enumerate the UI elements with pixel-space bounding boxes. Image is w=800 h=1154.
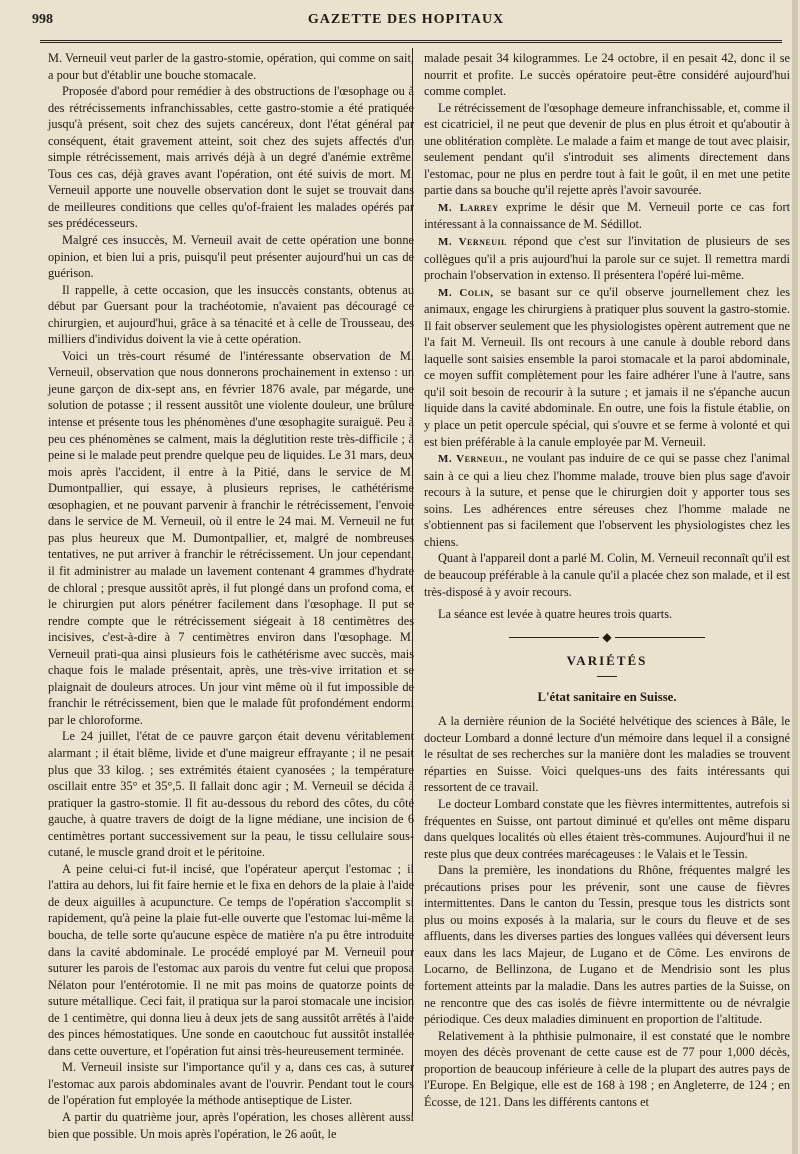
paragraph: Voici un très-court résumé de l'intéressante observation de M. Verneuil, observation que nous donnerons prochainement in extenso : un jeune garçon de dix-sept ans, en février 1876 avale, par mégarde, une solution de potasse ; il ressent aussitôt une violente douleur, une brûlure intense et présente tous les phénomènes d'une œsophagite suraiguë. Peu à peu ces phénomènes se calment, mais la déglutition reste très-difficile ; à peine si le malade peut prendre quelque peu de liquides. Le 31 mars, deux mois après l'accident, il entre à la Pitié, dans le service de M. Dumontpallier, qui essaye, à plusieurs reprises, le cathétérisme œsophagien, et ne pouvant parvenir à franchir le rétrécissement, l'envoie dans le service de M. Verneuil, où il entre le 24 mai. M. Verneuil ne fut pas plus heureux que M. Dumontpallier, et, malgré de nombreuses tentatives, ne put arriver à franchir le rétrécissement. Un jour cependant, il fit administrer au malade un lavement contenant 4 grammes d'hydrate de chloral ; presque aussitôt après, il fut plongé dans un profond coma, et le chirurgien put alors pénétrer facilement dans l'œsophage. Il put se rendre compte que le rétrécissement siégeait à 18 centimètres des incisives, c'est-à-dire à 7 centimètres environ dans l'œsophage. M. Verneuil prati-qua ainsi plusieurs fois le cathétérisme avec succès, mais chaque fois le malade présentait, après, une très-vive irritation et se plaignait de douleurs atroces. Un jour vint même où il fut impossible de franchir le rétrécissement, bien que le malade fût profondément endormi par le chloroforme. (48, 348, 414, 727)
paragraph: Le docteur Lombard constate que les fièvres intermittentes, autrefois si fréquentes en Suisse, ont partout diminué et qu'elles ont même disparu dans quelques localités où elles étaient très-communes. Aujourd'hui il ne reste plus que deux contrées marécageuses : le Valais et le Tessin. (424, 796, 790, 861)
paragraph: Malgré ces insuccès, M. Verneuil avait de cette opération une bonne opinion, et bien lui a pris, puisqu'il peut présenter aujourd'hui un cas de guérison. (48, 233, 414, 281)
header-rule (40, 40, 782, 43)
speaker-name: M. Verneuil, (438, 453, 508, 466)
page-edge-shadow (792, 0, 798, 1154)
article-title: L'état sanitaire en Suisse. (537, 689, 677, 704)
paragraph: Dans la première, les inondations du Rhône, fréquentes malgré les précautions prises pour les prévenir, sont une cause de fièvres intermittentes. Dans le canton du Tessin, presque tous les districts sont plus ou moins exposés à la malaria, sur le cours du fleuve et de ses affluents, dans les diverses parties des longues vallées qui déversent leurs eaux dans les lacs Majeur, de Lugano et de Côme. Les environs de Locarno, de Bellinzona, de Lugano et de Mendrisio sont les plus fortement atteints par la maladie. Dans les autres parties de la Suisse, on ne rencontre que des cas isolés de fièvre intermittente ou de névralgie périodique. Ces deux maladies diminuent en proportion de l'altitude. (424, 863, 790, 1027)
speaker-name: M. Verneuil (438, 236, 507, 249)
page-number: 998 (32, 12, 53, 27)
adjournment-line: La séance est levée à quatre heures trois quarts. (438, 607, 673, 622)
speaker-name: M. Colin, (438, 286, 494, 299)
speaker-name: M. Larrey (438, 201, 499, 214)
speech-text: ne voulant pas induire de ce qui se passe chez l'animal sain à ce qui a lieu chez l'homme malade, trouve bien plus sage d'avoir recours à la suture, et pense que le chirurgien doit y apporter tous ses soins. Les adhérences entre séreuses chez l'homme malade ne s'obtiennent pas si facilement que l'observent les physiologistes chez les chiens. (424, 451, 790, 549)
paragraph: A la dernière réunion de la Société helvétique des sciences à Bâle, le docteur Lombard a donné lecture d'un mémoire dans lequel il a consigné le résultat de ses recherches sur la manière dont les maladies se trouvent réparties en Suisse. Voici quelques-uns des faits intéressants qui ressortent de ce travail. (424, 714, 790, 795)
paragraph: A peine celui-ci fut-il incisé, que l'opérateur aperçut l'estomac ; il l'attira au dehors, lui fit faire hernie et le fixa en dehors de la plaie à l'aide de deux aiguilles à acupuncture. Ce temps de l'opération s'accomplit si rapidement, qu'à peine la plaie fut-elle ouverte que l'estomac lui-même la boucha, de telle sorte qu'aucune espèce de matière n'a pu être introduite dans la cavité abdominale. Le procédé employé par M. Verneuil pour suturer les parois de l'estomac aux parois du ventre fut celui que proposa Nélaton pour l'entérotomie. Il ne mit pas moins de quatorze points de suture métallique. Ceci fait, il pratiqua sur la paroi stomacale une incision de 1 centimètre, qui donna lieu à deux jets de sang aussitôt arrêtés à l'aide des pinces hémostatiques. Une sonde en caoutchouc fut aussitôt installée dans cette ouverture, et l'opération fut ainsi très-heureusement terminée. (48, 861, 414, 1058)
paragraph: A partir du quatrième jour, après l'opération, les choses allèrent aussi bien que possible. Un mois après l'opération, le 26 août, le (48, 1110, 414, 1141)
paragraph: Quant à l'appareil dont a parlé M. Colin, M. Verneuil reconnaît qu'il est de beaucoup préférable à la canule qu'il a placée chez son malade, et il est très-disposé à y avoir recours. (424, 551, 790, 599)
section-heading: VARIÉTÉS (566, 653, 648, 669)
paragraph: Relativement à la phthisie pulmonaire, il est constaté que le nombre moyen des décès provenant de cette cause est de 77 pour 1,000 décès, proportion de beaucoup inférieure à celle de la plupart des autres pays de l'Europe. En Belgique, elle est de 168 à 198 ; en Angleterre, de 124 ; en Écosse, de 121. Dans les différents cantons et (424, 1028, 790, 1109)
page-header (26, 10, 786, 36)
left-column (48, 50, 414, 1142)
speech-text: exprime le désir que M. Verneuil porte ce cas fort intéressant à la connaissance de M. Sédillot. (424, 199, 791, 232)
speech-text: répond que c'est sur l'invitation de plusieurs de ses collègues qu'il a pris aujourd'hui la parole sur ce sujet. Il remettra mardi prochain l'observation in extenso. Il présentera l'opéré lui-même. (424, 234, 790, 283)
journal-title: GAZETTE DES HOPITAUX (307, 12, 505, 27)
section-separator: ◆ (424, 629, 790, 646)
speech-verneuil-reply (424, 450, 790, 550)
speech-text: se basant sur ce qu'il observe journellement chez les animaux, engage les chirurgiens à pratiquer plus souvent la gastro-stomie. Il fait observer seulement que les physiologistes opèrent autrement que ne l'a fait M. Verneuil. Ils ont recours à une canule à double rebord dans laquelle sont saisies ensemble la paroi stomacale et la paroi abdominale, ce moyen suffit complètement pour les faire adhérer l'une à l'autre, sans qu'il soit besoin de recourir à la suture ; et jamais il ne s'épanche aucun liquide dans la cavité abdominale. En outre, une fois la fistule établie, on y place un petit opercule spécial, qui s'ouvre et se ferme à volonté et qui est bien préférable à la canule employée par M. Verneuil. (424, 284, 790, 449)
speech-colin (424, 284, 790, 450)
paragraph: malade pesait 34 kilogrammes. Le 24 octobre, il en pesait 42, donc il se nourrit et profite. Le succès opératoire peut-être considéré aujourd'hui comme complet. (424, 51, 790, 99)
paragraph: M. Verneuil veut parler de la gastro-stomie, opération, qui comme on sait, a pour but d'établir une bouche stomacale. (48, 51, 414, 82)
paragraph: Proposée d'abord pour remédier à des obstructions de l'œsophage ou à des rétrécissements infranchissables, cette gastro-stomie a été pratiquée jusqu'à présent, soit chez des sujets cancéreux, dont l'état général par conséquent, était gravement atteint, soit chez des sujets affectés d'un simple rétrécissement, mais arrivés déjà à un degré d'anémie extrême. Tous ces cas, déjà graves avant l'opération, ont été suivis de mort. M. Verneuil apporte une nouvelle observation dont le sujet se trouvait dans de meilleures conditions que celles qu'of-fraient les malades opérés par ses prédécesseurs. (48, 84, 414, 231)
short-rule (597, 676, 617, 677)
paragraph: Le 24 juillet, l'état de ce pauvre garçon était devenu véritablement alarmant ; il était blême, livide et d'une maigreur effrayante ; il ne pesait plus que 33 kilog. ; ses extrémités étaient cyanosées ; la température oscillait entre 35° et 35°,5. Il fallait donc agir ; M. Verneuil se décida à pratiquer la gastro-stomie. Il fit au-dessous du rebord des côtes, du côté gauche, à quatre travers de doigt de la ligne médiane, une incision de 6 centimètres portant successivement sur la peau, le tissu cellulaire sous-cutané, le muscle grand droit et le péritoine. (48, 729, 414, 860)
paragraph: M. Verneuil insiste sur l'importance qu'il y a, dans ces cas, à suturer l'estomac aux parois abdominales avant de l'ouvrir. Pendant tout le cours de l'opération fut employée la méthode antiseptique de Lister. (48, 1060, 414, 1108)
speech-verneuil (424, 233, 790, 284)
speech-larrey (424, 199, 790, 233)
paragraph: Il rappelle, à cette occasion, que les insuccès constants, obtenus au début par Guersant pour la trachéotomie, n'avaient pas découragé ce chirurgien, et aujourd'hui, grâce à sa ténacité et à celle de Trousseau, des milliers d'individus doivent la vie à cette opération. (48, 282, 414, 347)
right-column (424, 50, 790, 1110)
paragraph: Le rétrécissement de l'œsophage demeure infranchissable, et, comme il est cicatriciel, il ne peut que devenir de plus en plus étroit et qu'aboutir à une oblitération complète. Le malade a faim et mange de tout avec plaisir, seulement pendant qu'il s'introduit ses aliments directement dans l'estomac, pour ne plus en perdre tout à fait le goût, il en met une petite partie dans sa bouche qu'il rejette après l'avoir savourée. (424, 100, 790, 198)
